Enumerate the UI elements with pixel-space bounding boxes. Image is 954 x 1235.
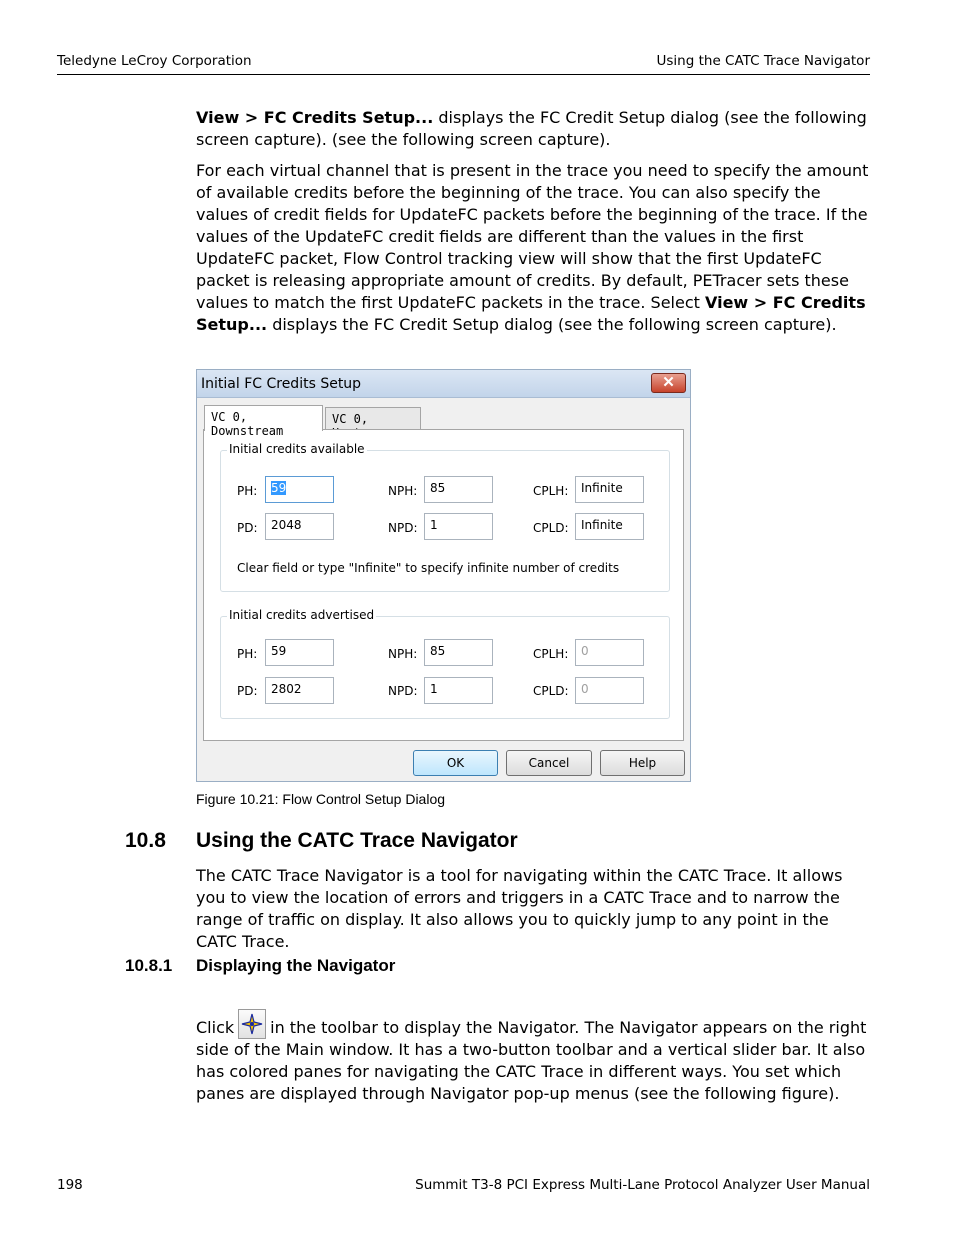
paragraph-text: in the toolbar to display the Navigator. The Navigator appears on the right side of the Main window. It has a two-button toolbar and a vertical slider bar. It also has colored panes for navigating the CATC Trace in different ways. You set which panes are displayed through Navigator pop-up menus (see the following figure). [196,1018,867,1103]
fc-credits-dialog [196,369,691,782]
tab-vc0-upstream[interactable]: VC 0, [325,407,421,431]
advertised-nph-field[interactable]: 85 [424,639,493,666]
available-npd-field[interactable]: 1 [424,513,493,540]
available-ph-field[interactable] [265,476,334,503]
tab-vc0-downstream[interactable]: VC 0, Downstream [204,405,323,431]
section-body: The CATC Trace Navigator is a tool for navigating within the CATC Trace. It allows you to view the location of errors and triggers in a CATC Trace and to narrow the range of traffic on display. It also allows you to quickly jump to any point in the CATC Trace. [196,866,843,951]
npd-label: NPD: [388,521,418,535]
paragraph-text: displays the FC Credit Setup dialog (see the following screen capture). (see the following screen capture). [196,108,867,149]
cpld-label: CPLD: [533,684,569,698]
ph-label: PH: [237,647,258,661]
footer-title: Summit T3-8 PCI Express Multi-Lane Protocol Analyzer User Manual [415,1177,870,1193]
infinite-hint: Clear field or type "Infinite" to specify infinite number of credits [237,561,620,575]
npd-label: NPD: [388,684,418,698]
section-number: 10.8 [125,829,166,852]
ok-button[interactable]: OK [413,750,498,776]
subsection-title: Displaying the Navigator [196,956,396,975]
navigator-icon [238,1009,266,1039]
paragraph-view-menu [196,107,872,151]
dialog-title: Initial FC Credits Setup [201,376,362,392]
paragraph-credits [196,160,872,336]
paragraph-text: displays the FC Credit Setup dialog (see the following screen capture). [267,315,837,334]
group-credits-available [220,442,670,592]
running-header-left: Teledyne LeCroy Corporation [57,53,252,69]
header-rule [57,74,870,75]
cancel-button[interactable]: Cancel [506,750,592,776]
available-nph-field[interactable]: 85 [424,476,493,503]
available-cpld-field[interactable]: Infinite [575,513,644,540]
help-button[interactable]: Help [600,750,685,776]
cplh-label: CPLH: [533,484,569,498]
cplh-label: CPLH: [533,647,569,661]
running-header-right: Using the CATC Trace Navigator [656,53,870,69]
advertised-pd-field[interactable]: 2802 [265,677,334,704]
section-title: Using the CATC Trace Navigator [196,829,518,852]
nph-label: NPH: [388,647,418,661]
advertised-cplh-field[interactable]: 0 [575,639,644,666]
advertised-npd-field[interactable]: 1 [424,677,493,704]
page-number: 198 [57,1177,83,1193]
group-legend: Initial credits advertised [229,608,375,622]
group-credits-advertised [220,608,670,719]
menu-path: View > FC Credits Setup... [196,108,434,127]
click-word: Click [196,1018,235,1037]
cpld-label: CPLD: [533,521,569,535]
advertised-cpld-field[interactable]: 0 [575,677,644,704]
available-cplh-field[interactable]: Infinite [575,476,644,503]
group-legend: Initial credits available [229,442,365,456]
pd-label: PD: [237,684,258,698]
tab-panel [203,429,684,741]
menu-path: View > FC Credits Setup... [196,293,866,334]
pd-label: PD: [237,521,258,535]
dialog-title-bar[interactable] [197,370,690,398]
field-value: 59 [271,481,287,495]
advertised-ph-field[interactable]: 59 [265,639,334,666]
close-icon[interactable]: ✕ [651,373,686,393]
subsection-number: 10.8.1 [125,956,173,975]
paragraph-displaying-navigator [196,1009,872,1105]
paragraph-text: For each virtual channel that is present in the trace you need to specify the amount of available credits before the beginning of the trace. You can also specify the values of credit fields for UpdateFC packets before the beginning of the trace. If the values of the UpdateFC credit fields are different than the values in the first UpdateFC packet, Flow Control tracking view will show that the first UpdateFC packet is releasing appropriate amount of credits. By default, PETracer sets these values to match the first UpdateFC packets in the trace. Select [196,161,869,312]
nph-label: NPH: [388,484,418,498]
available-pd-field[interactable]: 2048 [265,513,334,540]
ph-label: PH: [237,484,258,498]
figure-caption: Figure 10.21: Flow Control Setup Dialog [196,791,446,807]
